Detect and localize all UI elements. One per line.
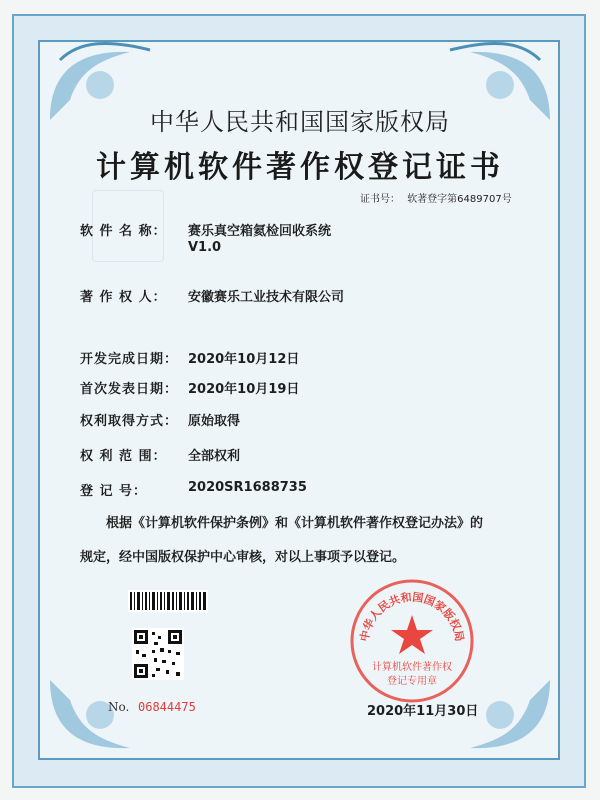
field-value-software-name: 赛乐真空箱氦检回收系统 — [188, 224, 332, 239]
field-label-acquisition-method: 权利取得方式： — [80, 414, 179, 429]
field-label-registration-number: 登 记 号： — [80, 484, 148, 499]
field-value-completion-date: 2020年10月12日 — [188, 352, 300, 367]
field-label-software-name: 软 件 名 称： — [80, 224, 167, 239]
seal-inner-line1: 计算机软件著作权 — [372, 662, 452, 673]
certificate-number-value: 软著登字第6489707号 — [407, 194, 512, 205]
qr-code — [132, 628, 184, 680]
field-value-version: V1.0 — [188, 240, 222, 255]
serial-label: No. — [108, 700, 130, 714]
field-label-rights-scope: 权 利 范 围： — [80, 449, 167, 464]
statement-line-1: 根据《计算机软件保护条例》和《计算机软件著作权登记办法》的 — [106, 516, 484, 531]
barcode — [128, 590, 208, 612]
seal-star-icon — [391, 615, 433, 654]
statement-line-2: 规定，经中国版权保护中心审核，对以上事项予以登记。 — [80, 550, 406, 565]
official-seal — [346, 575, 478, 707]
field-label-copyright-owner: 著 作 权 人： — [80, 290, 167, 305]
certificate-title: 计算机软件著作权登记证书 — [96, 150, 504, 185]
field-label-completion-date: 开发完成日期： — [80, 352, 179, 367]
seal-ring-text: 中华人民共和国国家版权局 — [357, 590, 467, 643]
certificate-number — [360, 190, 512, 205]
field-label-first-publish-date: 首次发表日期： — [80, 382, 179, 397]
issuing-authority: 中华人民共和国国家版权局 — [150, 108, 450, 136]
field-value-rights-scope: 全部权利 — [188, 449, 241, 464]
field-value-acquisition-method: 原始取得 — [188, 414, 241, 429]
serial-number: 06844475 — [138, 700, 196, 714]
seal-inner-line2: 登记专用章 — [387, 676, 437, 687]
corner-ornament-bottom-left — [40, 670, 160, 760]
field-value-first-publish-date: 2020年10月19日 — [188, 382, 300, 397]
issue-date: 2020年11月30日 — [367, 704, 479, 719]
field-value-registration-number: 2020SR1688735 — [188, 480, 307, 495]
certificate-number-label: 证书号： — [360, 194, 400, 205]
field-value-copyright-owner: 安徽赛乐工业技术有限公司 — [188, 290, 345, 305]
